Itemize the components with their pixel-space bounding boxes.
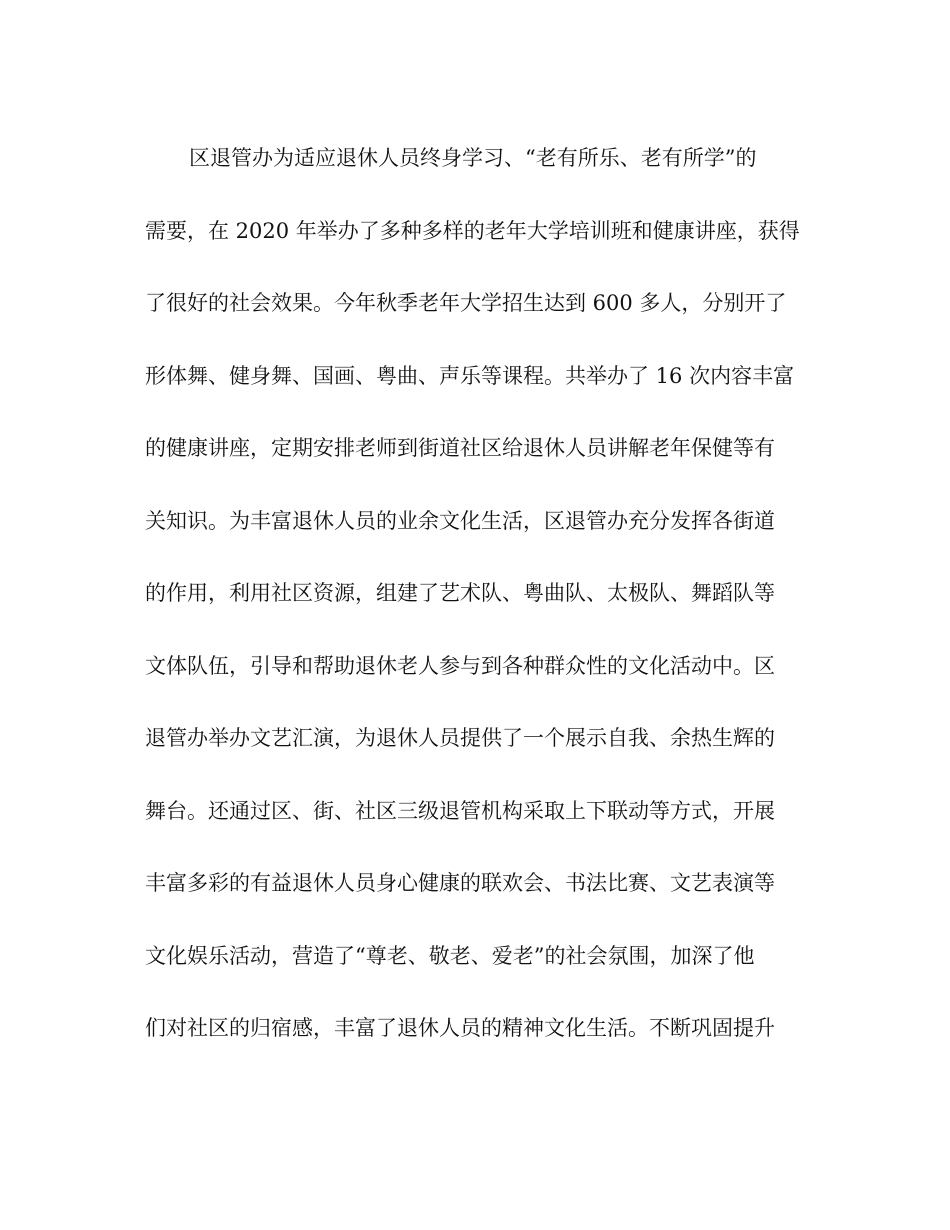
- paragraph-line: 们对社区的归宿感，丰富了退休人员的精神文化生活。不断巩固提升: [145, 1016, 775, 1040]
- paragraph-line: 了很好的社会效果。今年秋季老年大学招生达到 600 多人，分别开了: [145, 291, 787, 315]
- paragraph-line: 文化娱乐活动，营造了“尊老、敬老、爱老”的社会氛围，加深了他: [145, 943, 755, 968]
- paragraph-line: 关知识。为丰富退休人员的业余文化生活，区退管办充分发挥各街道: [145, 508, 775, 533]
- paragraph-line: 需要，在 2020 年举办了多种多样的老年大学培训班和健康讲座，获得: [145, 218, 800, 243]
- paragraph-line: 形体舞、健身舞、国画、粤曲、声乐等课程。共举办了 16 次内容丰富: [145, 363, 795, 388]
- paragraph-line: 舞台。还通过区、街、社区三级退管机构采取上下联动等方式，开展: [145, 798, 775, 823]
- body-paragraph: [145, 138, 810, 1081]
- paragraph-line: 文体队伍，引导和帮助退休老人参与到各种群众性的文化活动中。区: [145, 653, 775, 678]
- paragraph-line: 退管办举办文艺汇演，为退休人员提供了一个展示自我、余热生辉的: [145, 726, 775, 750]
- paragraph-line: 区退管办为适应退休人员终身学习、“老有所乐、老有所学”的: [189, 146, 757, 170]
- paragraph-line: 的作用，利用社区资源，组建了艺术队、粤曲队、太极队、舞蹈队等: [145, 581, 775, 605]
- paragraph-line: 丰富多彩的有益退休人员身心健康的联欢会、书法比赛、文艺表演等: [145, 871, 775, 895]
- paragraph-line: 的健康讲座，定期安排老师到街道社区给退休人员讲解老年保健等有: [145, 436, 775, 460]
